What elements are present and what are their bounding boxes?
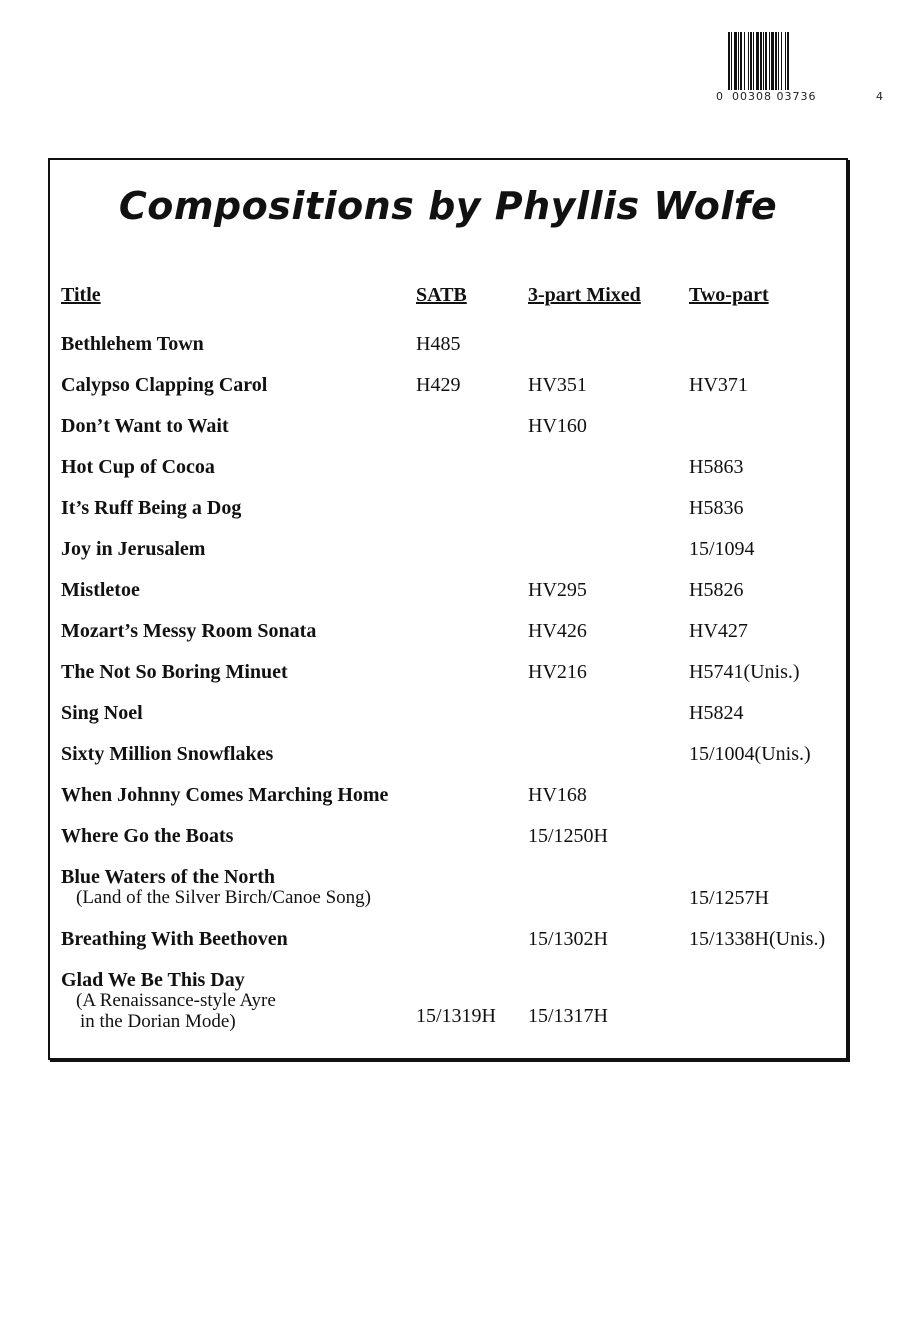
composition-title: Mozart’s Messy Room Sonata [61, 620, 317, 642]
composition-title: Sing Noel [61, 702, 143, 724]
two-part-code: H5741(Unis.) [689, 661, 800, 683]
two-part-code: 15/1004(Unis.) [689, 743, 811, 765]
composition-title: Hot Cup of Cocoa [61, 456, 215, 478]
two-part-code: HV427 [689, 620, 748, 642]
mixed-code: 15/1317H [528, 1005, 608, 1027]
mixed-code: HV168 [528, 784, 587, 806]
two-part-code: H5826 [689, 579, 744, 601]
composition-title: Sixty Million Snowflakes [61, 743, 274, 765]
composition-title: Mistletoe [61, 579, 140, 601]
mixed-code: HV216 [528, 661, 587, 683]
barcode-bar [789, 32, 790, 90]
two-part-code: HV371 [689, 374, 748, 396]
two-part-code: H5824 [689, 702, 744, 724]
barcode-number: 00308 03736 [732, 90, 817, 103]
column-header-satb: SATB [416, 284, 467, 306]
mixed-code: HV160 [528, 415, 587, 437]
composition-title: Blue Waters of the North [61, 866, 276, 888]
two-part-code: H5863 [689, 456, 744, 478]
composition-title: Bethlehem Town [61, 333, 204, 355]
two-part-code: 15/1338H(Unis.) [689, 928, 826, 950]
composition-title: It’s Ruff Being a Dog [61, 497, 242, 519]
mixed-code: HV426 [528, 620, 587, 642]
composition-title: Breathing With Beethoven [61, 928, 288, 950]
barcode-bars [728, 32, 870, 90]
satb-code: H429 [416, 374, 461, 396]
satb-code: 15/1319H [416, 1005, 496, 1027]
two-part-code: 15/1094 [689, 538, 755, 560]
composition-title: When Johnny Comes Marching Home [61, 784, 389, 806]
composition-title: Joy in Jerusalem [61, 538, 206, 560]
barcode [716, 28, 886, 108]
two-part-code: 15/1257H [689, 887, 769, 909]
mixed-code: HV295 [528, 579, 587, 601]
barcode-left-digit: 0 [716, 90, 723, 103]
column-header-mixed: 3-part Mixed [528, 284, 641, 306]
composition-title: Glad We Be This Day [61, 969, 245, 991]
composition-title: The Not So Boring Minuet [61, 661, 288, 683]
two-part-code: H5836 [689, 497, 744, 519]
composition-subtitle: (Land of the Silver Birch/Canoe Song) [76, 887, 371, 908]
barcode-right-digit: 4 [876, 90, 883, 103]
satb-code: H485 [416, 333, 461, 355]
composition-title: Calypso Clapping Carol [61, 374, 268, 396]
mixed-code: 15/1250H [528, 825, 608, 847]
mixed-code: 15/1302H [528, 928, 608, 950]
composition-subtitle: (A Renaissance-style Ayre [76, 990, 276, 1011]
compositions-box [48, 158, 848, 1060]
page-title: Compositions by Phyllis Wolfe [118, 184, 778, 228]
composition-title: Don’t Want to Wait [61, 415, 229, 437]
mixed-code: HV351 [528, 374, 587, 396]
column-header-title: Title [61, 284, 101, 306]
composition-subtitle-line-2: in the Dorian Mode) [80, 1011, 236, 1032]
column-header-two-part: Two-part [689, 284, 769, 306]
composition-title: Where Go the Boats [61, 825, 234, 847]
